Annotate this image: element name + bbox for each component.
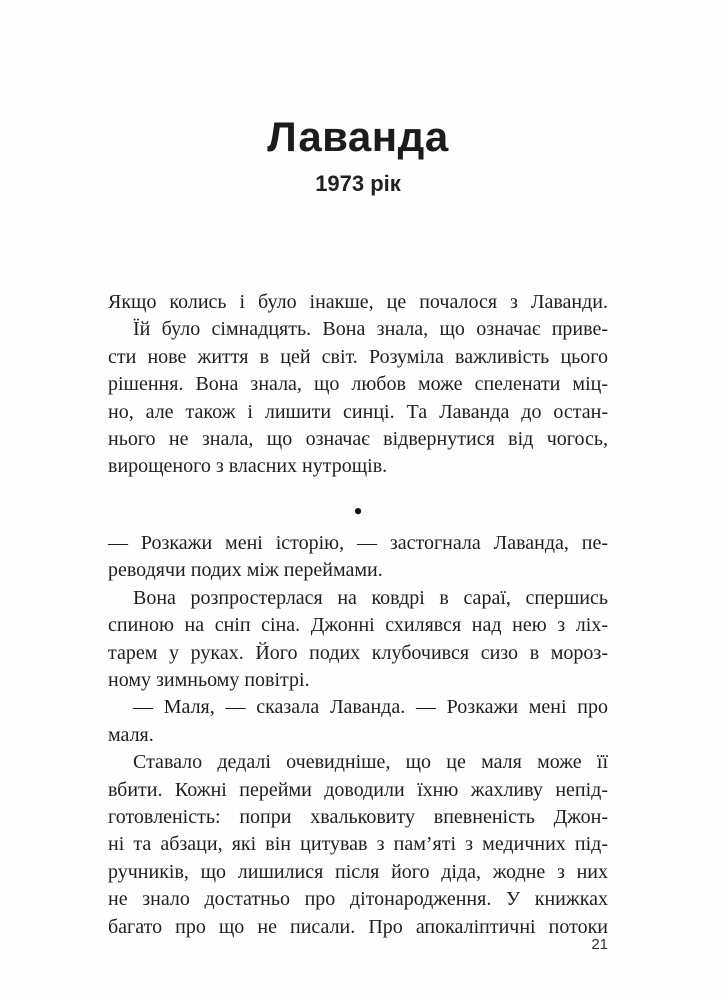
text-section-1	[108, 289, 608, 481]
section-divider	[108, 497, 608, 526]
chapter-title: Лаванда	[267, 113, 449, 161]
text-line: рішення. Вона знала, що любов може спеленати міц-	[108, 373, 608, 396]
chapter-subtitle: 1973 рік	[315, 171, 401, 196]
text-line: ручників, що лишилися після його діда, жодне з них	[108, 860, 608, 883]
text-line: нього не знала, що означає відвернутися від чогось,	[108, 428, 608, 451]
text-line: — Маля, — сказала Лаванда. — Розкажи мені про	[133, 696, 608, 719]
text-line: тарем у руках. Його подих клубочився сизо в мороз-	[108, 641, 608, 664]
text-section-2	[108, 530, 608, 941]
text-line: реводячи подих між переймами.	[108, 559, 383, 582]
text-line: вбити. Кожні перейми доводили їхню жахливу непід-	[108, 778, 608, 801]
text-line: спиною на сніп сіна. Джонні схилявся над нею з ліх-	[108, 614, 608, 637]
divider-bullet-icon: •	[353, 497, 363, 526]
text-line: ні та абзаци, які він цитував з пам’яті з медичних під-	[108, 833, 608, 856]
text-line: Вона розпростерлася на ковдрі в сараї, спершись	[133, 586, 608, 609]
text-line: ному зимньому повітрі.	[108, 669, 310, 692]
text-line: Ставало дедалі очевидніше, що це маля може її	[133, 751, 608, 774]
text-line: Їй було сімнадцять. Вона знала, що означає приве-	[133, 318, 608, 341]
text-line: готовленість: попри хвальковиту впевненість Джон-	[108, 806, 608, 829]
page-number: 21	[591, 936, 608, 953]
text-line: — Розкажи мені історію, — застогнала Лаванда, пе-	[108, 532, 608, 554]
text-line: маля.	[108, 723, 154, 746]
text-line: не знало достатньо про дітонародження. У книжках	[108, 888, 608, 911]
text-line: сти нове життя в цей світ. Розуміла важливість цього	[108, 345, 608, 368]
text-line: но, але також і лишити синці. Та Лаванда до остан-	[108, 400, 608, 423]
text-line: Якщо колись і було інакше, це почалося з Лаванди.	[108, 291, 608, 313]
text-line: вирощеного з власних нутрощів.	[108, 455, 388, 478]
text-line: багато про що не писали. Про апокаліптичні потоки	[108, 915, 608, 938]
